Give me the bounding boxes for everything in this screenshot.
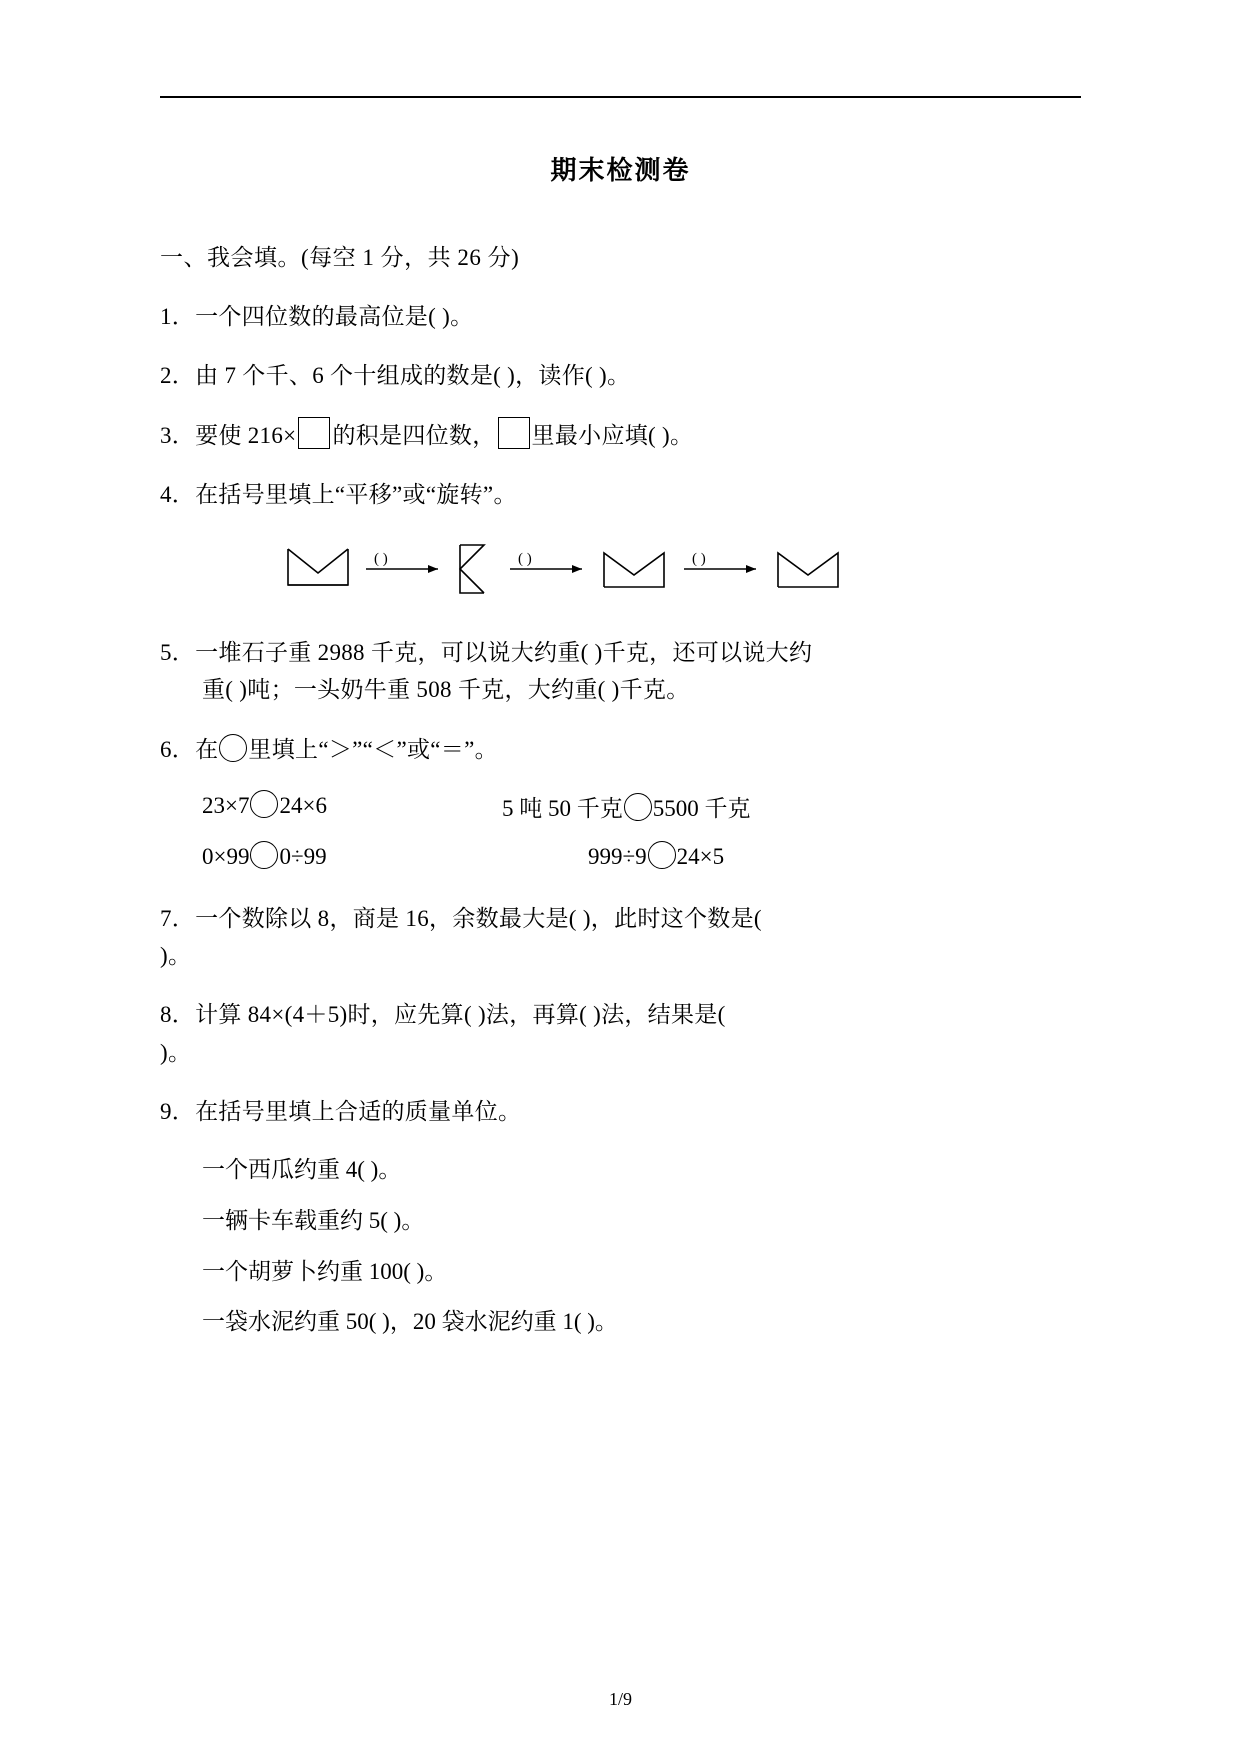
question-9-item-4: 一袋水泥约重 50( )，20 袋水泥约重 1( )。 bbox=[202, 1309, 618, 1335]
header-rule bbox=[160, 96, 1081, 98]
comparison-left: 0×99 bbox=[202, 843, 250, 869]
question-3-text-b: 的积是四位数， bbox=[332, 422, 496, 448]
comparison-left: 5 吨 50 千克 bbox=[502, 795, 623, 821]
question-6-lead-a: 在 bbox=[195, 736, 219, 762]
comparison-expression bbox=[202, 790, 502, 823]
question-6 bbox=[160, 731, 1081, 768]
question-1-text: 一个四位数的最高位是( )。 bbox=[195, 304, 474, 329]
answer-circle-icon[interactable] bbox=[648, 841, 676, 869]
question-2 bbox=[160, 357, 1081, 394]
page-title: 期末检测卷 bbox=[550, 156, 691, 186]
question-3 bbox=[160, 417, 1081, 454]
question-7-line-2: )。 bbox=[160, 943, 192, 968]
question-4-figure bbox=[160, 535, 1081, 604]
question-9-item-3: 一个胡萝卜约重 100( )。 bbox=[202, 1258, 448, 1284]
answer-circle-icon[interactable] bbox=[250, 841, 278, 869]
question-6-row-2 bbox=[160, 841, 1081, 870]
question-5-line-2: 重( )吨；一头奶牛重 508 千克，大约重( )千克。 bbox=[202, 677, 690, 703]
comparison-right: 0÷99 bbox=[279, 843, 327, 869]
comparison-left: 23×7 bbox=[202, 792, 250, 818]
question-8-line-2: )。 bbox=[160, 1039, 192, 1065]
question-8-line-1: 计算 84×(4＋5)时，应先算( )法，再算( )法，结果是( bbox=[195, 1002, 726, 1028]
answer-circle-icon[interactable] bbox=[250, 790, 278, 818]
comparison-right: 5500 千克 bbox=[652, 795, 751, 821]
figure-blank-label[interactable]: ( ) bbox=[518, 551, 532, 567]
comparison-right: 24×6 bbox=[279, 792, 327, 818]
question-4 bbox=[160, 476, 1081, 513]
question-3-text-c: 里最小应填( )。 bbox=[531, 422, 694, 448]
question-1 bbox=[160, 298, 1081, 335]
question-3-text-a: 要使 216× bbox=[195, 422, 297, 448]
comparison-expression bbox=[202, 841, 502, 870]
question-8 bbox=[160, 996, 1081, 1071]
question-2-text: 由 7 个千、6 个十组成的数是( )，读作( )。 bbox=[195, 363, 631, 389]
question-4-text: 在括号里填上“平移”或“旋转”。 bbox=[195, 481, 517, 507]
question-4-number: 4． bbox=[160, 481, 196, 507]
question-3-number: 3． bbox=[160, 422, 196, 448]
comparison-left: 999÷9 bbox=[588, 843, 647, 869]
question-8-number: 8． bbox=[160, 1002, 196, 1028]
comparison-expression bbox=[588, 841, 724, 870]
answer-circle-icon[interactable] bbox=[219, 734, 247, 762]
question-2-number: 2． bbox=[160, 363, 196, 389]
question-5-number: 5． bbox=[160, 640, 196, 665]
figure-blank-label[interactable]: ( ) bbox=[374, 551, 388, 567]
transformation-sequence-figure bbox=[270, 535, 910, 599]
answer-box-icon[interactable] bbox=[298, 417, 330, 449]
question-1-number: 1． bbox=[160, 304, 196, 329]
answer-box-icon[interactable] bbox=[498, 417, 530, 449]
question-9-item-1: 一个西瓜约重 4( )。 bbox=[202, 1157, 402, 1182]
question-5 bbox=[160, 634, 1081, 709]
question-9-number: 9． bbox=[160, 1098, 196, 1124]
section-heading: 一、我会填。(每空 1 分，共 26 分) bbox=[160, 245, 520, 270]
question-7-number: 7． bbox=[160, 905, 196, 931]
comparison-right: 24×5 bbox=[676, 843, 725, 869]
question-7 bbox=[160, 900, 1081, 975]
answer-circle-icon[interactable] bbox=[624, 793, 652, 821]
page-number: 1/9 bbox=[608, 1689, 632, 1709]
comparison-expression bbox=[502, 790, 751, 823]
question-9-text: 在括号里填上合适的质量单位。 bbox=[195, 1098, 522, 1124]
figure-blank-label[interactable]: ( ) bbox=[692, 551, 706, 567]
question-7-line-1: 一个数除以 8，商是 16，余数最大是( )，此时这个数是( bbox=[195, 905, 762, 931]
question-9 bbox=[160, 1093, 1081, 1130]
question-6-number: 6． bbox=[160, 736, 196, 762]
question-6-lead-b: 里填上“＞”“＜”或“＝”。 bbox=[248, 736, 498, 762]
question-5-line-1: 一堆石子重 2988 千克，可以说大约重( )千克，还可以说大约 bbox=[195, 640, 813, 665]
question-6-row-1 bbox=[160, 790, 1081, 823]
question-9-item-2: 一辆卡车载重约 5( )。 bbox=[202, 1207, 425, 1233]
